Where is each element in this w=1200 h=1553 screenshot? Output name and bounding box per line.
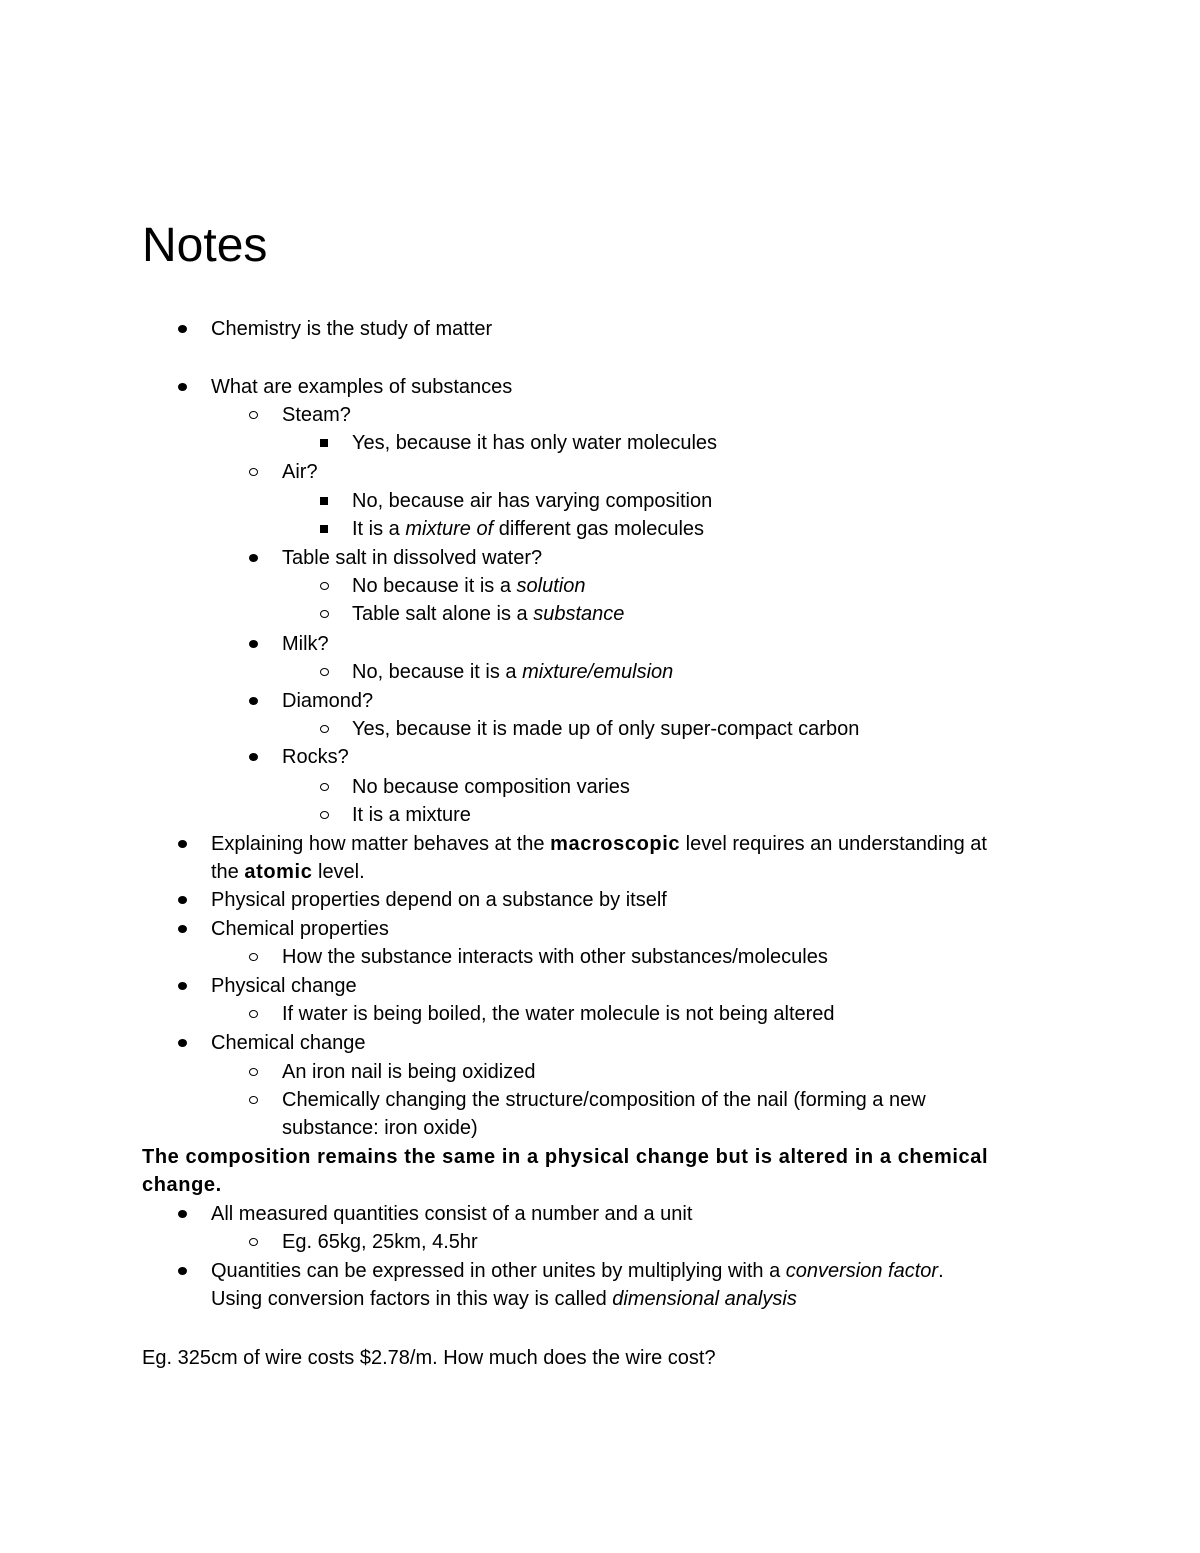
bullet-circle-icon xyxy=(249,953,258,961)
list-item: Chemical change xyxy=(211,1032,366,1054)
list-item: Steam? xyxy=(282,404,351,426)
list-item-text: It is a xyxy=(352,518,406,540)
bullet-circle-icon xyxy=(249,1096,258,1104)
list-item xyxy=(352,572,585,600)
list-item-text: Table salt alone is a xyxy=(352,603,534,625)
list-item-text: level. xyxy=(312,861,365,883)
list-item: How the substance interacts with other substances/molecules xyxy=(282,946,828,968)
bullet-circle-icon xyxy=(249,1068,258,1076)
list-item: Diamond? xyxy=(282,690,374,712)
list-item xyxy=(352,658,673,686)
bullet-disc-icon xyxy=(178,896,187,904)
bullet-circle-icon xyxy=(320,668,329,676)
list-item: It is a mixture xyxy=(352,804,471,826)
list-item: Milk? xyxy=(282,633,329,655)
bullet-disc-icon xyxy=(178,1267,187,1275)
bullet-square-icon xyxy=(320,497,328,505)
italic-term: mixture of xyxy=(405,518,494,540)
list-item: Yes, because it is made up of only super-compact carbon xyxy=(352,718,860,740)
bullet-circle-icon xyxy=(249,468,258,476)
list-item: Rocks? xyxy=(282,746,349,768)
page-title: Notes xyxy=(142,219,268,272)
bullet-disc-icon xyxy=(249,697,258,705)
summary-statement-continuation: change. xyxy=(142,1174,222,1196)
bullet-disc-icon xyxy=(249,554,258,562)
bullet-circle-icon xyxy=(249,1238,258,1246)
bullet-circle-icon xyxy=(320,582,329,590)
bullet-disc-icon xyxy=(178,925,187,933)
example-question: Eg. 325cm of wire costs $2.78/m. How much does the wire cost? xyxy=(142,1347,716,1369)
list-item: Chemical properties xyxy=(211,918,389,940)
list-item-text: No, because it is a xyxy=(352,661,523,683)
bullet-disc-icon xyxy=(178,325,187,333)
summary-statement: The composition remains the same in a physical change but is altered in a chemical xyxy=(142,1146,989,1168)
list-item-text: level requires an understanding at xyxy=(680,833,987,855)
italic-term: dimensional analysis xyxy=(612,1288,797,1310)
italic-term: solution xyxy=(516,575,586,597)
bullet-disc-icon xyxy=(178,383,187,391)
list-item: Table salt in dissolved water? xyxy=(282,547,543,569)
list-item-continuation xyxy=(211,1285,797,1313)
list-item: Physical change xyxy=(211,975,357,997)
bullet-circle-icon xyxy=(249,1010,258,1018)
list-item: If water is being boiled, the water molecule is not being altered xyxy=(282,1003,835,1025)
list-item: No because composition varies xyxy=(352,776,630,798)
bullet-circle-icon xyxy=(249,411,258,419)
bold-term: macroscopic xyxy=(550,833,681,855)
italic-term: mixture/emulsion xyxy=(522,661,674,683)
bullet-disc-icon xyxy=(249,753,258,761)
bold-term: atomic xyxy=(244,861,313,883)
list-item-text: . xyxy=(938,1260,944,1282)
italic-term: substance xyxy=(533,603,625,625)
bullet-circle-icon xyxy=(320,783,329,791)
list-item: All measured quantities consist of a number and a unit xyxy=(211,1203,693,1225)
list-item: What are examples of substances xyxy=(211,376,513,398)
list-item: Physical properties depend on a substance by itself xyxy=(211,889,667,911)
bullet-disc-icon xyxy=(178,982,187,990)
bullet-disc-icon xyxy=(178,840,187,848)
bullet-disc-icon xyxy=(249,640,258,648)
list-item: Yes, because it has only water molecules xyxy=(352,432,718,454)
list-item-text: different gas molecules xyxy=(493,518,705,540)
bullet-square-icon xyxy=(320,439,328,447)
list-item: An iron nail is being oxidized xyxy=(282,1061,536,1083)
list-item: Chemically changing the structure/composition of the nail (forming a new xyxy=(282,1089,926,1111)
list-item xyxy=(211,1257,944,1285)
bullet-square-icon xyxy=(320,525,328,533)
list-item-text: the xyxy=(211,861,245,883)
list-item xyxy=(352,600,624,628)
list-item-continuation xyxy=(211,858,365,886)
list-item-text: Explaining how matter behaves at the xyxy=(211,833,551,855)
bullet-disc-icon xyxy=(178,1210,187,1218)
list-item: Eg. 65kg, 25km, 4.5hr xyxy=(282,1231,478,1253)
bullet-circle-icon xyxy=(320,725,329,733)
list-item xyxy=(211,830,987,858)
list-item-continuation: substance: iron oxide) xyxy=(282,1117,478,1139)
italic-term: conversion factor xyxy=(785,1260,939,1282)
list-item: Chemistry is the study of matter xyxy=(211,318,493,340)
list-item: Air? xyxy=(282,461,318,483)
list-item: No, because air has varying composition xyxy=(352,490,713,512)
list-item xyxy=(352,515,704,543)
bullet-disc-icon xyxy=(178,1039,187,1047)
list-item-text: Quantities can be expressed in other unites by multiplying with a xyxy=(211,1260,786,1282)
list-item-text: Using conversion factors in this way is called xyxy=(211,1288,613,1310)
bullet-circle-icon xyxy=(320,610,329,618)
list-item-text: No because it is a xyxy=(352,575,517,597)
bullet-circle-icon xyxy=(320,811,329,819)
